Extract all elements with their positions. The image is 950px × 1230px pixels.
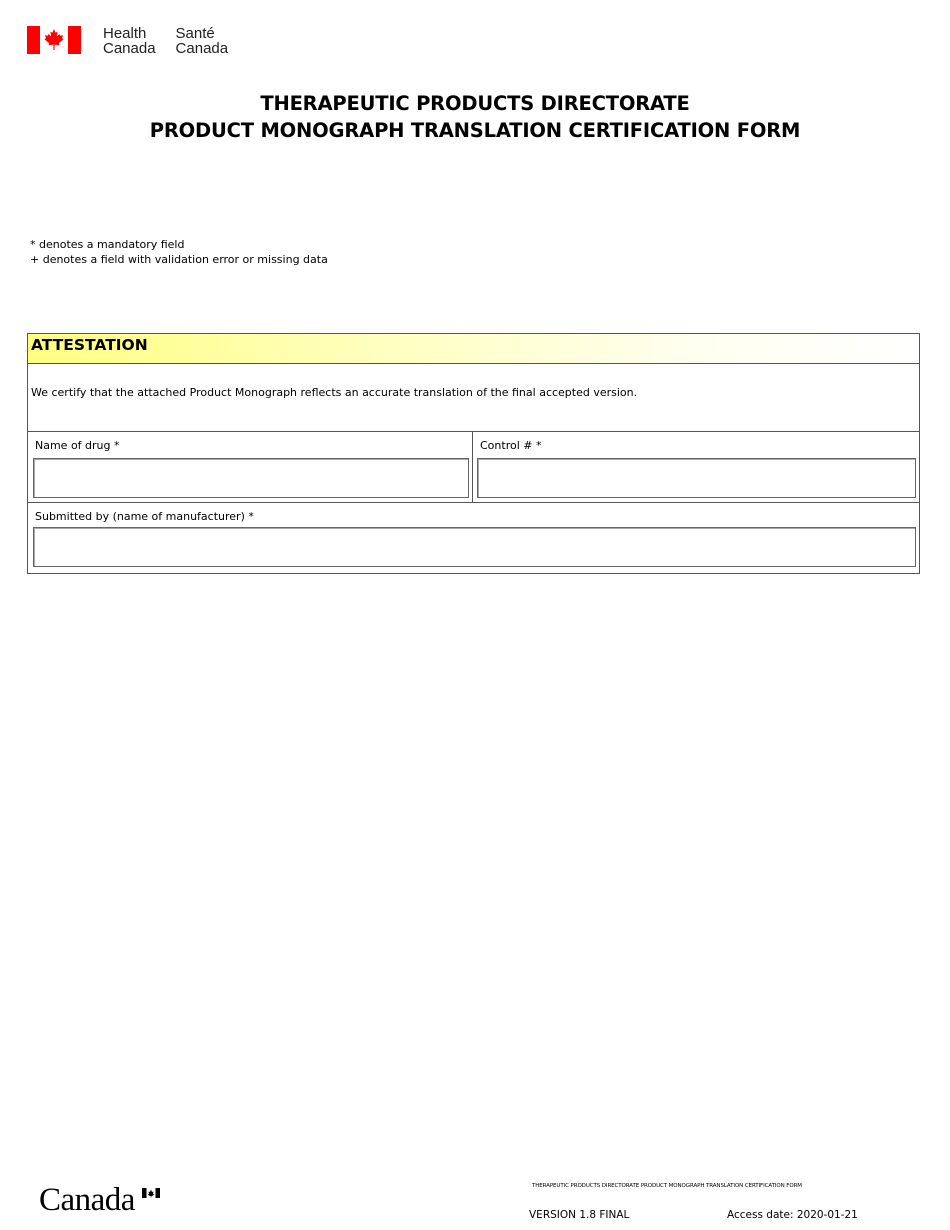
- dept-en-line2: Canada: [103, 40, 156, 57]
- canada-flag-icon: [27, 26, 81, 54]
- dept-en-line1: Health: [103, 25, 147, 42]
- drug-control-row: [28, 432, 919, 503]
- wordmark-text: Canada: [39, 1182, 135, 1218]
- footer-form-title: THERAPEUTIC PRODUCTS DIRECTORATE PRODUCT MONOGRAPH TRANSLATION CERTIFICATION FORM: [532, 1183, 802, 1189]
- title-line-2: PRODUCT MONOGRAPH TRANSLATION CERTIFICATION FORM: [149, 119, 801, 142]
- attestation-statement: We certify that the attached Product Monograph reflects an accurate translation of the final accepted version.: [28, 364, 919, 432]
- attestation-section: [27, 333, 920, 574]
- wordmark-flag-icon: [142, 1188, 160, 1198]
- submitted-by-input[interactable]: [33, 527, 916, 567]
- drug-name-cell: [28, 432, 473, 502]
- legend-mandatory: * denotes a mandatory field: [30, 238, 185, 251]
- attestation-heading: ATTESTATION: [28, 334, 919, 364]
- control-number-cell: [473, 432, 919, 502]
- dept-fr-line2: Canada: [175, 40, 229, 57]
- field-legend: [30, 237, 328, 267]
- control-number-label: Control # *: [480, 439, 542, 452]
- submitted-by-cell: [28, 503, 919, 571]
- legend-error: + denotes a field with validation error or missing data: [30, 253, 328, 266]
- drug-name-label: Name of drug *: [35, 439, 120, 452]
- page-title: [0, 90, 950, 144]
- dept-fr-line1: Santé: [175, 25, 215, 42]
- footer-access-date: Access date: 2020-01-21: [727, 1209, 858, 1221]
- department-name: [103, 26, 248, 56]
- drug-name-input[interactable]: [33, 458, 469, 498]
- canada-wordmark: [39, 1184, 135, 1217]
- government-signature: [27, 26, 248, 56]
- title-line-1: THERAPEUTIC PRODUCTS DIRECTORATE: [260, 92, 690, 115]
- control-number-input[interactable]: [477, 458, 916, 498]
- footer-version: VERSION 1.8 FINAL: [529, 1209, 630, 1221]
- submitted-by-label: Submitted by (name of manufacturer) *: [35, 510, 254, 523]
